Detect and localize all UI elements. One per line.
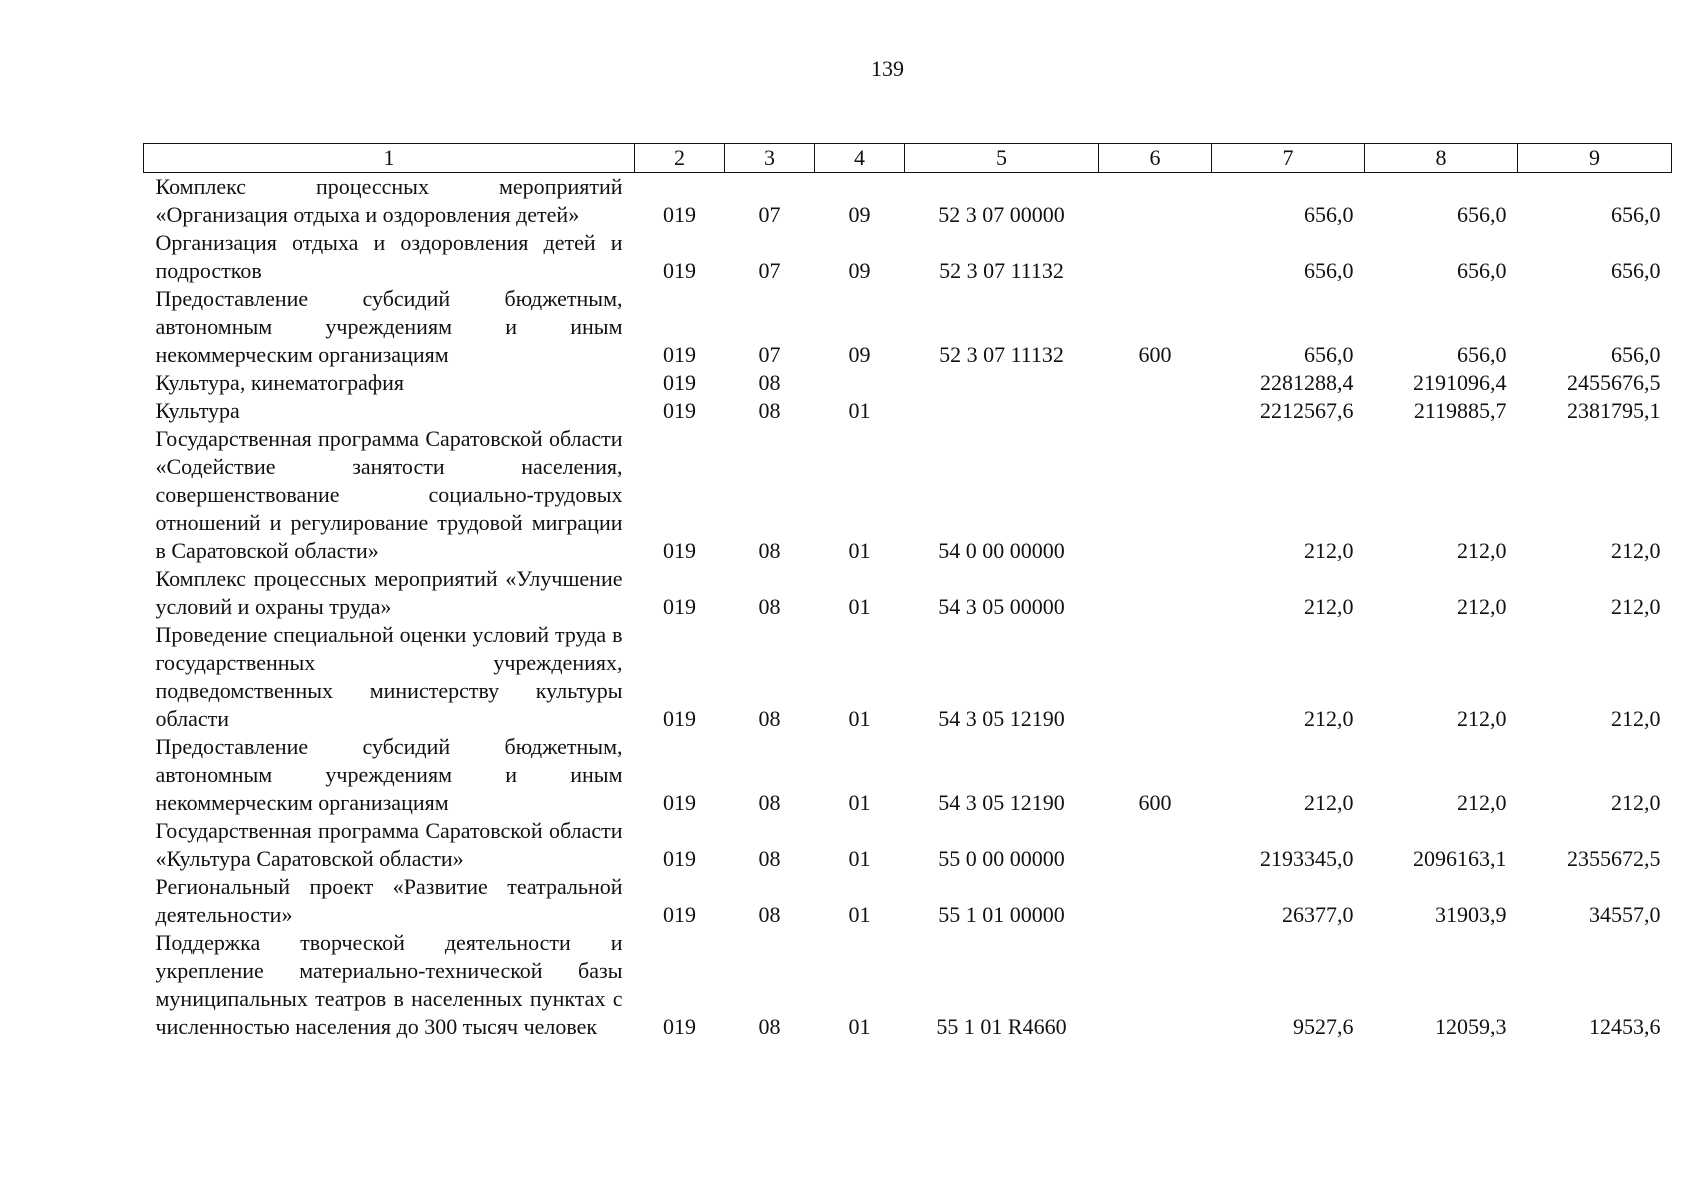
cell-expense-type	[1099, 425, 1212, 565]
column-header: 8	[1365, 144, 1518, 173]
cell-subsection: 01	[848, 846, 871, 871]
cell-amount-year1: 656,0	[1304, 258, 1354, 283]
cell-target-article: 52 3 07 11132	[939, 342, 1064, 367]
cell-amount-year3: 212,0	[1611, 706, 1661, 731]
cell-amount-year1: 2212567,6	[1260, 398, 1354, 423]
cell-grbs: 019	[663, 1014, 696, 1039]
cell-grbs: 019	[663, 398, 696, 423]
column-header: 4	[815, 144, 905, 173]
cell-amount-year3: 212,0	[1611, 594, 1661, 619]
cell-target-article	[905, 397, 1099, 425]
cell-expense-type	[1099, 621, 1212, 733]
column-header: 1	[144, 144, 635, 173]
cell-grbs: 019	[663, 902, 696, 927]
cell-subsection: 01	[848, 902, 871, 927]
table-row	[144, 285, 1672, 369]
cell-amount-year3: 656,0	[1611, 202, 1661, 227]
row-name: Предоставление субсидий бюджетным, автономным учреждениям и иным некоммерческим организациям	[155, 734, 623, 815]
cell-amount-year2: 656,0	[1457, 342, 1507, 367]
cell-expense-type	[1099, 229, 1212, 285]
cell-grbs: 019	[663, 790, 696, 815]
cell-section: 07	[758, 342, 781, 367]
page-number: 139	[871, 56, 904, 81]
table-row	[144, 369, 1672, 397]
cell-amount-year3: 2355672,5	[1567, 846, 1661, 871]
cell-subsection: 01	[848, 790, 871, 815]
table-row	[144, 425, 1672, 565]
cell-section: 08	[758, 902, 781, 927]
cell-target-article: 54 3 05 12190	[938, 706, 1065, 731]
cell-amount-year1: 212,0	[1304, 790, 1354, 815]
cell-grbs: 019	[663, 258, 696, 283]
table-body	[144, 173, 1672, 1042]
cell-section: 07	[758, 258, 781, 283]
cell-expense-type	[1099, 817, 1212, 873]
cell-subsection: 09	[848, 258, 871, 283]
cell-amount-year1: 26377,0	[1282, 902, 1354, 927]
cell-amount-year2: 2191096,4	[1413, 370, 1507, 395]
cell-amount-year3: 34557,0	[1589, 902, 1661, 927]
table-row	[144, 229, 1672, 285]
cell-amount-year3: 2381795,1	[1567, 398, 1661, 423]
cell-amount-year2: 656,0	[1457, 202, 1507, 227]
cell-amount-year3: 656,0	[1611, 342, 1661, 367]
cell-subsection: 01	[848, 1014, 871, 1039]
column-header: 9	[1518, 144, 1672, 173]
column-header: 3	[725, 144, 815, 173]
cell-amount-year1: 656,0	[1304, 202, 1354, 227]
table-row	[144, 565, 1672, 621]
cell-target-article	[905, 369, 1099, 397]
cell-section: 08	[758, 790, 781, 815]
cell-subsection: 09	[848, 342, 871, 367]
budget-table	[143, 143, 1672, 1041]
cell-amount-year2: 12059,3	[1435, 1014, 1507, 1039]
cell-expense-type	[1099, 929, 1212, 1041]
column-header: 2	[635, 144, 725, 173]
table-row	[144, 173, 1672, 230]
cell-amount-year3: 12453,6	[1589, 1014, 1661, 1039]
row-name: Проведение специальной оценки условий труда в государственных учреждениях, подведомственных министерству культуры области	[155, 622, 623, 731]
row-name: Государственная программа Саратовской области «Содействие занятости населения, совершенствование социально-трудовых отношений и регулирование трудовой миграции в Саратовской области»	[155, 426, 623, 563]
cell-section: 08	[758, 706, 781, 731]
cell-amount-year2: 212,0	[1457, 538, 1507, 563]
cell-subsection: 01	[848, 398, 871, 423]
cell-section: 08	[758, 538, 781, 563]
cell-target-article: 54 3 05 12190	[938, 790, 1065, 815]
cell-target-article: 52 3 07 11132	[939, 258, 1064, 283]
cell-section: 08	[758, 846, 781, 871]
row-name: Региональный проект «Развитие театральной деятельности»	[155, 874, 623, 927]
table-row	[144, 817, 1672, 873]
cell-grbs: 019	[663, 846, 696, 871]
cell-amount-year1: 2193345,0	[1260, 846, 1354, 871]
cell-target-article: 52 3 07 00000	[938, 202, 1065, 227]
cell-amount-year3: 212,0	[1611, 538, 1661, 563]
cell-section: 08	[758, 398, 781, 423]
cell-target-article: 55 0 00 00000	[938, 846, 1065, 871]
cell-grbs: 019	[663, 202, 696, 227]
cell-expense-type	[1099, 173, 1212, 230]
cell-grbs: 019	[663, 706, 696, 731]
row-name: Комплекс процессных мероприятий «Организация отдыха и оздоровления детей»	[155, 174, 623, 227]
cell-target-article: 55 1 01 00000	[938, 902, 1065, 927]
cell-target-article: 54 0 00 00000	[938, 538, 1065, 563]
cell-amount-year2: 212,0	[1457, 706, 1507, 731]
cell-grbs: 019	[663, 594, 696, 619]
cell-expense-type	[1099, 873, 1212, 929]
cell-amount-year1: 2281288,4	[1260, 370, 1354, 395]
cell-grbs: 019	[663, 342, 696, 367]
table-row	[144, 873, 1672, 929]
row-name: Комплекс процессных мероприятий «Улучшение условий и охраны труда»	[155, 566, 623, 619]
column-header: 5	[905, 144, 1099, 173]
cell-section: 08	[758, 370, 781, 395]
cell-amount-year1: 212,0	[1304, 594, 1354, 619]
cell-amount-year3: 2455676,5	[1567, 370, 1661, 395]
cell-grbs: 019	[663, 370, 696, 395]
row-name: Предоставление субсидий бюджетным, автономным учреждениям и иным некоммерческим организациям	[155, 286, 623, 367]
cell-subsection: 01	[848, 706, 871, 731]
row-name: Культура	[155, 398, 240, 423]
cell-amount-year2: 2096163,1	[1413, 846, 1507, 871]
cell-expense-type	[1099, 565, 1212, 621]
cell-amount-year2: 212,0	[1457, 594, 1507, 619]
row-name: Государственная программа Саратовской области «Культура Саратовской области»	[155, 818, 623, 871]
cell-amount-year2: 212,0	[1457, 790, 1507, 815]
cell-amount-year2: 2119885,7	[1413, 398, 1507, 423]
cell-amount-year1: 212,0	[1304, 538, 1354, 563]
cell-subsection: 01	[848, 594, 871, 619]
cell-amount-year1: 212,0	[1304, 706, 1354, 731]
cell-expense-type	[1099, 397, 1212, 425]
table-row	[144, 929, 1672, 1041]
cell-subsection: 09	[848, 202, 871, 227]
table-row	[144, 397, 1672, 425]
cell-section: 08	[758, 1014, 781, 1039]
column-header: 6	[1099, 144, 1212, 173]
cell-expense-type: 600	[1138, 342, 1172, 367]
cell-expense-type	[1099, 369, 1212, 397]
cell-target-article: 55 1 01 R4660	[936, 1014, 1067, 1039]
table-row	[144, 621, 1672, 733]
cell-subsection	[815, 369, 905, 397]
row-name: Культура, кинематография	[155, 370, 405, 395]
cell-section: 07	[758, 202, 781, 227]
cell-subsection: 01	[848, 538, 871, 563]
cell-amount-year2: 656,0	[1457, 258, 1507, 283]
row-name: Организация отдыха и оздоровления детей и подростков	[155, 230, 623, 283]
cell-amount-year3: 656,0	[1611, 258, 1661, 283]
table-row	[144, 733, 1672, 817]
cell-amount-year3: 212,0	[1611, 790, 1661, 815]
cell-grbs: 019	[663, 538, 696, 563]
cell-amount-year1: 656,0	[1304, 342, 1354, 367]
cell-expense-type: 600	[1138, 790, 1172, 815]
table-header-row	[144, 144, 1672, 173]
cell-amount-year1: 9527,6	[1293, 1014, 1354, 1039]
column-header: 7	[1212, 144, 1365, 173]
cell-amount-year2: 31903,9	[1435, 902, 1507, 927]
cell-target-article: 54 3 05 00000	[938, 594, 1065, 619]
row-name: Поддержка творческой деятельности и укрепление материально-технической базы муниципальных театров в населенных пунктах с численностью населения до 300 тысяч человек	[155, 930, 623, 1039]
cell-section: 08	[758, 594, 781, 619]
